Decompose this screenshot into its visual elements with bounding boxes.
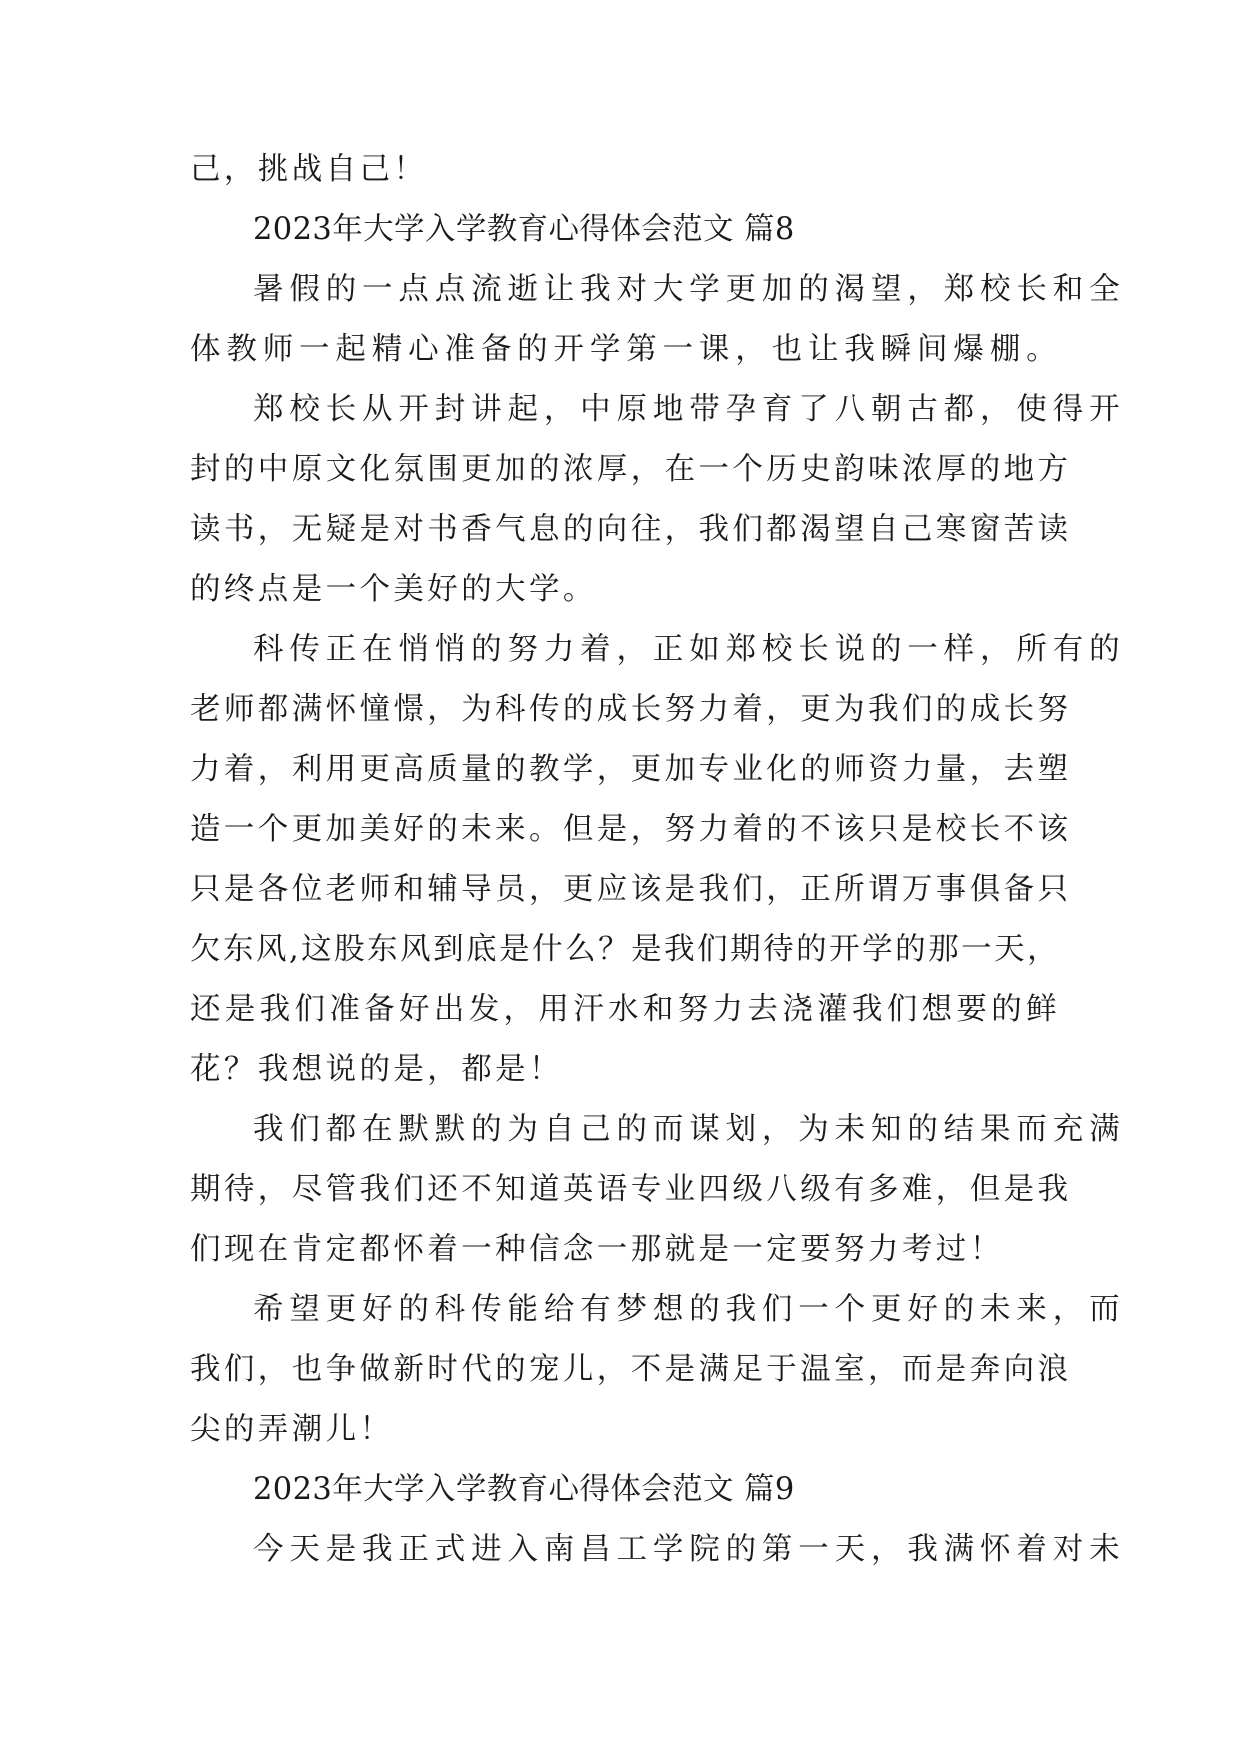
paragraph-line: 欠东风,这股东风到底是什么？是我们期待的开学的那一天， (190, 932, 1060, 967)
paragraph-line: 科传正在悄悄的努力着，正如郑校长说的一样，所有的 (253, 632, 1123, 667)
paragraph-line: 只是各位老师和辅导员，更应该是我们，正所谓万事俱备只 (190, 872, 1072, 907)
paragraph-line: 花？我想说的是，都是！ (190, 1052, 563, 1087)
paragraph-line: 期待，尽管我们还不知道英语专业四级八级有多难，但是我 (190, 1172, 1072, 1207)
text-line: 己，挑战自己！ (190, 152, 428, 187)
paragraph-line: 暑假的一点点流逝让我对大学更加的渴望，郑校长和全 (253, 272, 1123, 307)
section-heading-9: 2023年大学入学教育心得体会范文 篇9 (253, 1472, 795, 1507)
paragraph-line: 老师都满怀憧憬，为科传的成长努力着，更为我们的成长努 (190, 692, 1072, 727)
paragraph-line: 的终点是一个美好的大学。 (190, 572, 597, 607)
section-heading-8: 2023年大学入学教育心得体会范文 篇8 (253, 212, 795, 247)
paragraph-line: 希望更好的科传能给有梦想的我们一个更好的未来，而 (253, 1292, 1123, 1327)
paragraph-line: 力着，利用更高质量的教学，更加专业化的师资力量，去塑 (190, 752, 1072, 787)
paragraph-line: 封的中原文化氛围更加的浓厚，在一个历史韵味浓厚的地方 (190, 452, 1072, 487)
paragraph-line: 郑校长从开封讲起，中原地带孕育了八朝古都，使得开 (253, 392, 1123, 427)
paragraph-line: 体教师一起精心准备的开学第一课，也让我瞬间爆棚。 (190, 332, 1060, 367)
paragraph-line: 们现在肯定都怀着一种信念一那就是一定要努力考过！ (190, 1232, 1004, 1267)
paragraph-line: 还是我们准备好出发，用汗水和努力去浇灌我们想要的鲜 (190, 992, 1060, 1027)
paragraph-line: 我们都在默默的为自己的而谋划，为未知的结果而充满 (253, 1112, 1123, 1147)
paragraph-line: 我们，也争做新时代的宠儿，不是满足于温室，而是奔向浪 (190, 1352, 1072, 1387)
paragraph-line: 今天是我正式进入南昌工学院的第一天，我满怀着对未 (253, 1532, 1123, 1567)
paragraph-line: 造一个更加美好的未来。但是，努力着的不该只是校长不该 (190, 812, 1072, 847)
paragraph-line: 读书，无疑是对书香气息的向往，我们都渴望自己寒窗苦读 (190, 512, 1072, 547)
paragraph-line: 尖的弄潮儿！ (190, 1412, 394, 1447)
